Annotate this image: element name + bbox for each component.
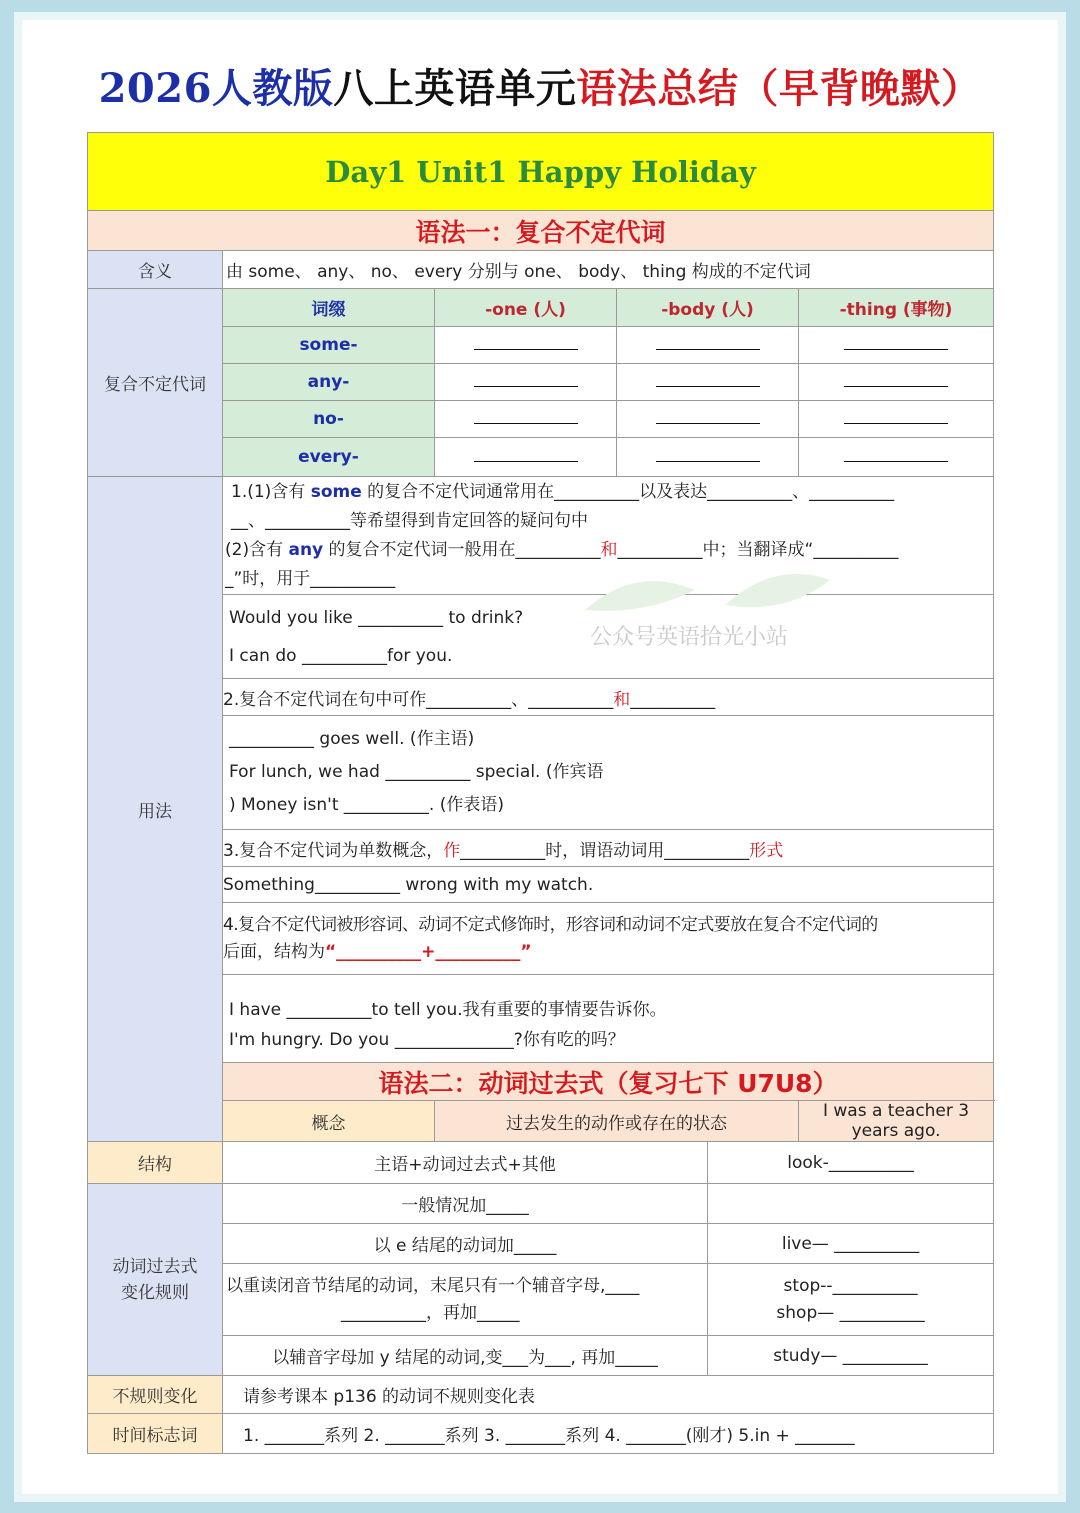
header-one: -one (人) — [435, 289, 617, 327]
blank-cell — [799, 401, 994, 438]
rule-e: 以 e 结尾的动词加_____ — [223, 1224, 708, 1264]
concept-label: 概念 — [223, 1101, 435, 1142]
rule-double-example: stop--__________ shop— __________ — [708, 1264, 994, 1336]
concept-text: 过去发生的动作或存在的状态 — [435, 1101, 799, 1142]
rule1-text: 1.(1)含有 some 的复合不定代词通常用在__________以及表达__________、__________ __、__________等希望得到肯定回答的疑问句中 (2)含有 any 的复合不定代词一般用在__________和__________中；当翻译成“__________ _”时，用于__________ — [223, 477, 994, 595]
blank-cell — [435, 364, 617, 401]
page-title: 2026人教版八上英语单元语法总结（早背晚默） — [98, 65, 982, 112]
blank-cell — [799, 327, 994, 364]
day-header: Day1 Unit1 Happy Holiday — [88, 133, 994, 211]
rule-double: 以重读闭音节结尾的动词，末尾只有一个辅音字母,____ __________，再加_____ — [223, 1264, 708, 1336]
blank-cell — [435, 401, 617, 438]
rule2-text: 2.复合不定代词在句中可作__________、__________和__________ — [223, 679, 994, 716]
prefix-no: no- — [223, 401, 435, 438]
rule4-text: 4.复合不定代词被形容词、动词不定式修饰时，形容词和动词不定式要放在复合不定代词的 后面，结构为“__________+__________” — [223, 903, 994, 975]
rule-general: 一般情况加_____ — [223, 1184, 708, 1224]
blank-cell — [617, 401, 799, 438]
header-thing: -thing (事物) — [799, 289, 994, 327]
blank-cell — [617, 438, 799, 477]
rule-y-example: study— __________ — [708, 1336, 994, 1376]
blank-cell — [435, 327, 617, 364]
meaning-text: 由 some、 any、 no、 every 分别与 one、 body、 thing 构成的不定代词 — [223, 251, 994, 289]
irregular-text: 请参考课本 p136 的动词不规则变化表 — [223, 1376, 994, 1414]
blank-cell — [799, 438, 994, 477]
structure-example: look-__________ — [708, 1142, 994, 1184]
concept-example: I was a teacher 3 years ago. — [799, 1101, 994, 1142]
rule-e-example: live— __________ — [708, 1224, 994, 1264]
grammar2-heading: 语法二：动词过去式（复习七下 U7U8） — [223, 1063, 994, 1101]
structure-label: 结构 — [88, 1142, 223, 1184]
grammar1-heading: 语法一：复合不定代词 — [88, 211, 994, 251]
usage-label: 用法 — [88, 477, 223, 1142]
blank-cell — [617, 327, 799, 364]
blank-cell — [799, 364, 994, 401]
prefix-every: every- — [223, 438, 435, 477]
compound-label: 复合不定代词 — [88, 289, 223, 477]
time-marker-label: 时间标志词 — [88, 1414, 223, 1454]
header-body: -body (人) — [617, 289, 799, 327]
blank-cell — [435, 438, 617, 477]
time-marker-text: 1. _______系列 2. _______系列 3. _______系列 4. _______(刚才) 5.in + _______ — [223, 1414, 994, 1454]
rule3-text: 3.复合不定代词为单数概念，作__________时，谓语动词用__________形式 — [223, 830, 994, 867]
rules-label: 动词过去式 变化规则 — [88, 1184, 223, 1376]
rule-y: 以辅音字母加 y 结尾的动词,变___为___, 再加_____ — [223, 1336, 708, 1376]
blank-cell — [617, 364, 799, 401]
example1: Would you like __________ to drink? I can do __________for you. — [223, 595, 994, 679]
example3: Something__________ wrong with my watch. — [223, 867, 994, 903]
rule-general-example — [708, 1184, 994, 1224]
example2: __________ goes well. (作主语) For lunch, we had __________ special. (作宾语 ) Money isn't __________. (作表语) — [223, 716, 994, 830]
structure-text: 主语+动词过去式+其他 — [223, 1142, 708, 1184]
example4: I have __________to tell you.我有重要的事情要告诉你。 I'm hungry. Do you ______________?你有吃的吗？ — [223, 975, 994, 1063]
watermark: 公众号英语拾光小站 — [590, 625, 789, 650]
grammar-table — [87, 132, 994, 1454]
header-affix: 词缀 — [223, 289, 435, 327]
meaning-label: 含义 — [88, 251, 223, 289]
watermark-leaf-icon — [575, 560, 835, 620]
prefix-some: some- — [223, 327, 435, 364]
prefix-any: any- — [223, 364, 435, 401]
irregular-label: 不规则变化 — [88, 1376, 223, 1414]
